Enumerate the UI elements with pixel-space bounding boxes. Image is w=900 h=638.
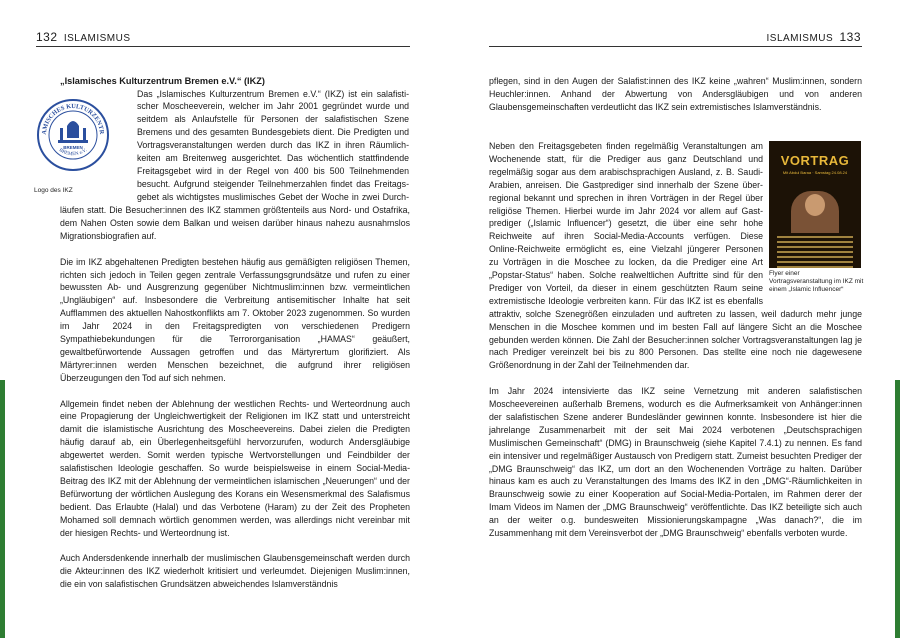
wrapped-line: regelmäßig sogar aus dem arabischsprachigen Ausland, z. B. Saudi- xyxy=(489,166,763,177)
right-wrapped-body xyxy=(489,140,763,308)
left-body xyxy=(60,204,410,604)
wrapped-line: „Popstar-Status“ haben. Solche realweltlichen Auftritte sind für den xyxy=(489,270,763,281)
right-header-rule xyxy=(489,46,862,47)
intro-line: Bremens und des gesamten Bundesgebiets dient. Die Predigten und xyxy=(137,127,409,138)
right-bottom-body xyxy=(489,308,862,553)
wrapped-line: prediger („Islamic Influencer“) gesetzt, die über eine sehr hohe xyxy=(489,218,763,229)
left-page-number: 132 xyxy=(36,30,58,44)
intro-line: gebet als wichtigstes muslimisches Gebet der Woche in zwei Durch- xyxy=(137,191,409,202)
paragraph: läufen statt. Die Besucher:innen des IKZ stammen größtenteils aus Nord- und Ostafrika, dem Nahen Osten sowie dem Balkan und weisen darüber hinaus nahezu ausnahmslos Migrationsbiografien auf. xyxy=(60,205,410,241)
left-accent-bar xyxy=(0,380,5,638)
wrapped-line: Neben den Freitagsgebeten finden regelmäßig Veranstaltungen am xyxy=(489,141,763,151)
flyer-caption: Flyer einer Vortragsveranstaltung im IKZ mit einem „Islamic Influencer“ xyxy=(769,270,864,293)
wrapped-line: religiöse Themen. Hierbei wurde im Jahr 2024 vor allem auf Gast- xyxy=(489,205,763,216)
right-page-number: 133 xyxy=(839,30,861,44)
flyer-subline: Mit Abdul Baraa · Samstag 24.08.24 xyxy=(782,170,848,175)
speaker-face xyxy=(805,194,825,216)
right-page-header xyxy=(767,30,862,44)
left-header-rule xyxy=(36,46,410,47)
left-section-title: ISLAMISMUS xyxy=(63,33,131,44)
logo-caption: Logo des IKZ xyxy=(34,187,73,194)
flyer-schedule-lines xyxy=(777,236,853,268)
wrapped-line: Wochenende statt, für die Prediger aus ganz Deutschland und xyxy=(489,153,763,164)
wrapped-line: extremistische Ideologie verbreiten kann. Für das IKZ ist es ebenfalls xyxy=(489,295,763,306)
ikz-logo-emblem xyxy=(36,98,110,172)
ikz-logo xyxy=(34,98,110,194)
intro-line: Das „Islamisches Kulturzentrum Bremen e.V.“ (IKZ) ist ein salafisti- xyxy=(137,88,409,99)
logo-bottom-text: BREMEN e.V. xyxy=(57,148,89,158)
wrapped-line: Arabien, anreisen. Die Gastprediger sind innerhalb der Szene über- xyxy=(489,179,763,190)
article-title: „Islamisches Kulturzentrum Bremen e.V.“ (IKZ) xyxy=(60,76,265,86)
left-page-header xyxy=(36,30,131,44)
intro-line: besucht. Aufgrund steigender Teilnehmerzahlen findet das Freitags- xyxy=(137,178,409,189)
intro-line: Freitagsgebet wird in der Regel von 400 bis 500 Teilnehmenden xyxy=(137,165,409,176)
intro-line: keiten am Breitenweg ausgerichtet. Das wöchentlich stattfindende xyxy=(137,153,409,164)
logo-ring-text: AMISCHES KULTURZENTR xyxy=(40,102,106,135)
paragraph: Allgemein findet neben der Ablehnung der westlichen Rechts- und Werteordnung auch eine Propagierung der Ungleichwertigkeit der Religionen im IKZ statt und unterstreicht damit die islamistische Ausrichtung des Moscheevereins. Dabei zielen die Predigten häufig darauf ab, ein Überlegenheitsgefühl hervorzurufen, wodurch Andersgläubige abgewertet werden. Somit werden typische Wertvorstellungen und Feindbilder der salafistischen Ideologie geschaffen. So wurde beispielsweise in einem Social-Media-Beitrag des IKZ mit der Ablehnung der vermeintlichen islamischen „Neuerungen“ und der Befürwortung der wörtlichen Auslegung des Korans ein Wesensmerkmal des Salafismus bedient. Das Erlaubte (Halal) und das Verbotene (Haram) zu der Zeit des Propheten Mohamed soll demnach wörtlich genommen werden, was allerdings nicht vereinbar mit der hiesigen Rechts- und Werteordnung ist. xyxy=(60,398,410,538)
event-flyer-image xyxy=(769,141,861,268)
intro-line: scher Moscheeverein, welcher im Jahr 2001 gegründet wurde und xyxy=(137,101,409,112)
right-section-title: ISLAMISMUS xyxy=(766,33,834,44)
intro-line: Vortragsveranstaltungen werden durch das IKZ in ihren Räumlich- xyxy=(137,140,409,151)
wrapped-line: zu Vorträgen in die Moschee zu locken, da die Prediger eine Art xyxy=(489,257,763,268)
wrapped-line: Reichweite auf ihren Social-Media-Accounts verfügen. Diese xyxy=(489,231,763,242)
paragraph: pflegen, sind in den Augen der Salafist:innen des IKZ keine „wahren“ Muslim:innen, sondern Heuchler:innen. Anhand der Abwertung von Andersgläubigen und von anderen Glaubensgemeinschaften verdeutlicht das IKZ sein extremistisches Islamverständnis. xyxy=(489,76,862,112)
flyer-heading: VORTRAG xyxy=(780,153,850,168)
right-top-body xyxy=(489,75,862,127)
wrapped-line: regional bekannt und sprechen in ihren Vorträgen in der Regel über xyxy=(489,192,763,203)
wrapped-line: Online-Reichweite ermöglicht es, eine Vielzahl jüngerer Personen xyxy=(489,244,763,255)
left-intro-wrapped xyxy=(137,88,409,204)
right-accent-bar xyxy=(895,380,900,638)
paragraph: attraktiv, solche Szenegrößen einzuladen und auftreten zu lassen, weil dadurch mehr junge Menschen in die Moschee kommen und im besten Fall auf längere Sicht an die Moschee gebunden werden können. Die Zahl der Besucher:innen solcher Vortragsveranstaltungen lag je nach Prediger vereinzelt bei bis zu 800 Personen. Das stellte eine noch nie dagewesene Größenordnung in der Zahl der Teilnehmenden dar. xyxy=(489,308,862,371)
paragraph: Im Jahr 2024 intensivierte das IKZ seine Vernetzung mit anderen salafistischen Moscheevereinen außerhalb Bremens, wodurch es die Aufmerksamkeit von Anhänger:innen der salafistischen Szene anderer Bundesländer gewinnen konnte. Insbesondere ist hier die jahrelange Zusammenarbeit mit der seit Mai 2024 verbotenen „Deutschsprachigen Muslimischen Gemeinschaft“ (DMG) in Braunschweig (siehe Kapitel 7.4.1) zu nennen. Es fand ein intensiver und regelmäßiger Austausch von Predigern statt. Zumeist besuchten Prediger der „DMG Braunschweig“ das IKZ, um dort an den Wochenenden Vorträge zu halten. Darüber hinaus kam es auch zu Veranstaltungen des Imams des IKZ in den „DMG“-Räumlichkeiten in Braunschweig sowie zu einer Kooperation auf Social-Media-Portalen, im Rahmen derer der Imam Videos im Namen der „DMG Braunschweig“ veröffentlichte. Das IKZ beteiligte sich auch an der weiter o.g. bundesweiten Missionierungskampagne „Was danach?“, die im Zusammenhang mit dem Vereinsverbot der „DMG Braunschweig“ ebenfalls verboten wurde. xyxy=(489,386,862,539)
intro-line: seitdem als Anlaufstelle für Personen der salafistischen Szene xyxy=(137,114,409,125)
wrapped-line: Prediger von Vorteil, da dieser in einem geschützten Raum seine xyxy=(489,282,763,293)
paragraph: Die im IKZ abgehaltenen Predigten bestehen häufig aus gemäßigten religiösen Themen, richten sich jedoch in Teilen gegen zentrale Verfassungsgrundsätze und rufen zu einer bewussten Ab- und Ausgrenzung gegenüber Nichtmuslim:innen bzw. vermeintlichen „Ungläubigen“ auf. Insbesondere die Verbreitung antisemitischer Inhalte hat seit Aufflammen des aktuellen Nahostkonflikts am 7. Oktober 2023 zugenommen. So wurden im Jahr 2024 in den Freitagspredigten von verschiedenen Predigern Sympathiebekundungen für die Terrororganisation „HAMAS“ geäußert, gewaltbefürwortende Aussagen getroffen und das Märtyrertum glorifiziert. Als Märtyrer:innen werden Menschen bezeichnet, die aufgrund ihrer religiösen Überzeugungen den Tod auf sich nehmen. xyxy=(60,256,410,383)
paragraph: Auch Andersdenkende innerhalb der muslimischen Glaubensgemeinschaft werden durch die Akteur:innen des IKZ wiederholt kritisiert und verleumdet. Diejenigen Muslim:innen, die ein von salafistischen Grundsätzen abweichendes Islamverständnis xyxy=(60,553,410,590)
logo-city: BREMEN xyxy=(63,145,83,150)
